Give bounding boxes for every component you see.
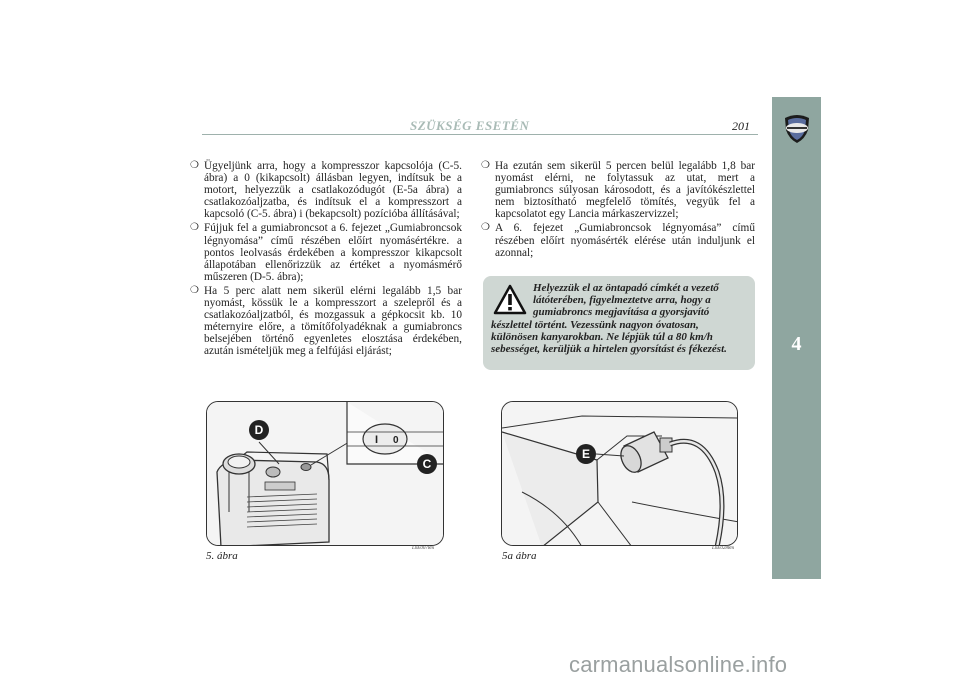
list-item-text: Fújjuk fel a gumiabroncsot a 6. fejezet „Gumiabroncsok légnyomása” című részében előírt nyomásértékre. a pontos leolvasás érdekében a kompresszor kikapcsolt állapotában ellenőrizzük az értéket a nyomásmérő műszeren (D-5. ábra); [204, 222, 462, 283]
compressor-illustration [207, 402, 444, 546]
header-divider [202, 134, 758, 135]
figure-socket [501, 401, 738, 546]
switch-mark-on: I [375, 434, 379, 446]
watermark: carmanualsonline.info [569, 652, 788, 677]
figure-caption: 5a ábra [502, 550, 537, 562]
warning-text: Helyezzük el az öntapadó címkét a vezető látóterében, figyelmeztetve arra, hogy a gumiabroncs megjavítása a gyorsjavító készlettel történt. Vezessünk nagyon óvatosan, különösen kanyarokban. Ne lépjük túl a 80 km/h sebességet, kerüljük a hirtelen gyorsítást és fékezést. [491, 282, 727, 356]
list-item-text: Ha 5 perc alatt nem sikerül elérni legalább 1,5 bar nyomást, kössük le a kompresszort a szelepről és a csatlakozóaljzatból, és mozgassuk a gépkocsit kb. 10 méternyire előre, a tömítőfolyadéknak a gumiabroncs belsejében történő egyenletes elosztása érdekében, azután ismételjük meg a felfújási eljárást; [204, 284, 462, 358]
bullet-icon: ❍ [190, 160, 199, 171]
warning-box [483, 276, 755, 370]
list-item [481, 222, 755, 258]
list-item-text: A 6. fejezet „Gumiabroncsok légnyomása” című részében előírt nyomásérték elérése után induljunk el azonnal; [495, 222, 755, 259]
left-column [190, 160, 462, 360]
section-title: SZÜKSÉG ESETÉN [410, 118, 530, 133]
figure-label-c: C [422, 457, 432, 471]
page-number: 201 [732, 119, 750, 133]
figure-compressor [206, 401, 444, 546]
right-column [481, 160, 755, 261]
list-item-text: Ügyeljünk arra, hogy a kompresszor kapcsolója (C-5. ábra) a 0 (kikapcsolt) állásban legyen, indítsuk be a motort, helyezzük a csatlakozódugót (E-5a ábra) a csatlakozóaljzatba, és indítsuk el a kompresszort a kapcsoló (C-5. ábra) i (bekapcsolt) pozícióba állításával; [204, 160, 462, 221]
bullet-icon: ❍ [190, 222, 199, 234]
list-item [190, 285, 462, 358]
bullet-icon: ❍ [481, 160, 490, 171]
list-item [481, 160, 755, 220]
list-item-text: Ha ezután sem sikerül 5 percen belül legalább 1,8 bar nyomást elérni, ne folytassuk az utat, mert a gumiabroncs súlyosan károsodott, és a javítókészlettel nem biztosítható megfelelő tömítés, vegyük fel a kapcsolatot egy Lancia márkaszervizzel; [495, 160, 755, 221]
bullet-icon: ❍ [481, 222, 490, 234]
switch-mark-off: 0 [393, 435, 399, 446]
chapter-number: 4 [791, 333, 802, 355]
figure-code: L0E0288m [712, 546, 734, 551]
warning-triangle-icon [493, 284, 527, 316]
list-item [190, 222, 462, 282]
figure-code: L0E0078m [412, 546, 434, 551]
chapter-sidebar [772, 97, 821, 579]
socket-illustration [502, 402, 738, 546]
figure-label-d: D [254, 423, 264, 437]
bullet-icon: ❍ [190, 284, 199, 296]
figure-caption: 5. ábra [206, 550, 238, 562]
lancia-badge-icon [781, 112, 813, 144]
list-item [190, 160, 462, 220]
figure-label-e: E [581, 447, 591, 461]
